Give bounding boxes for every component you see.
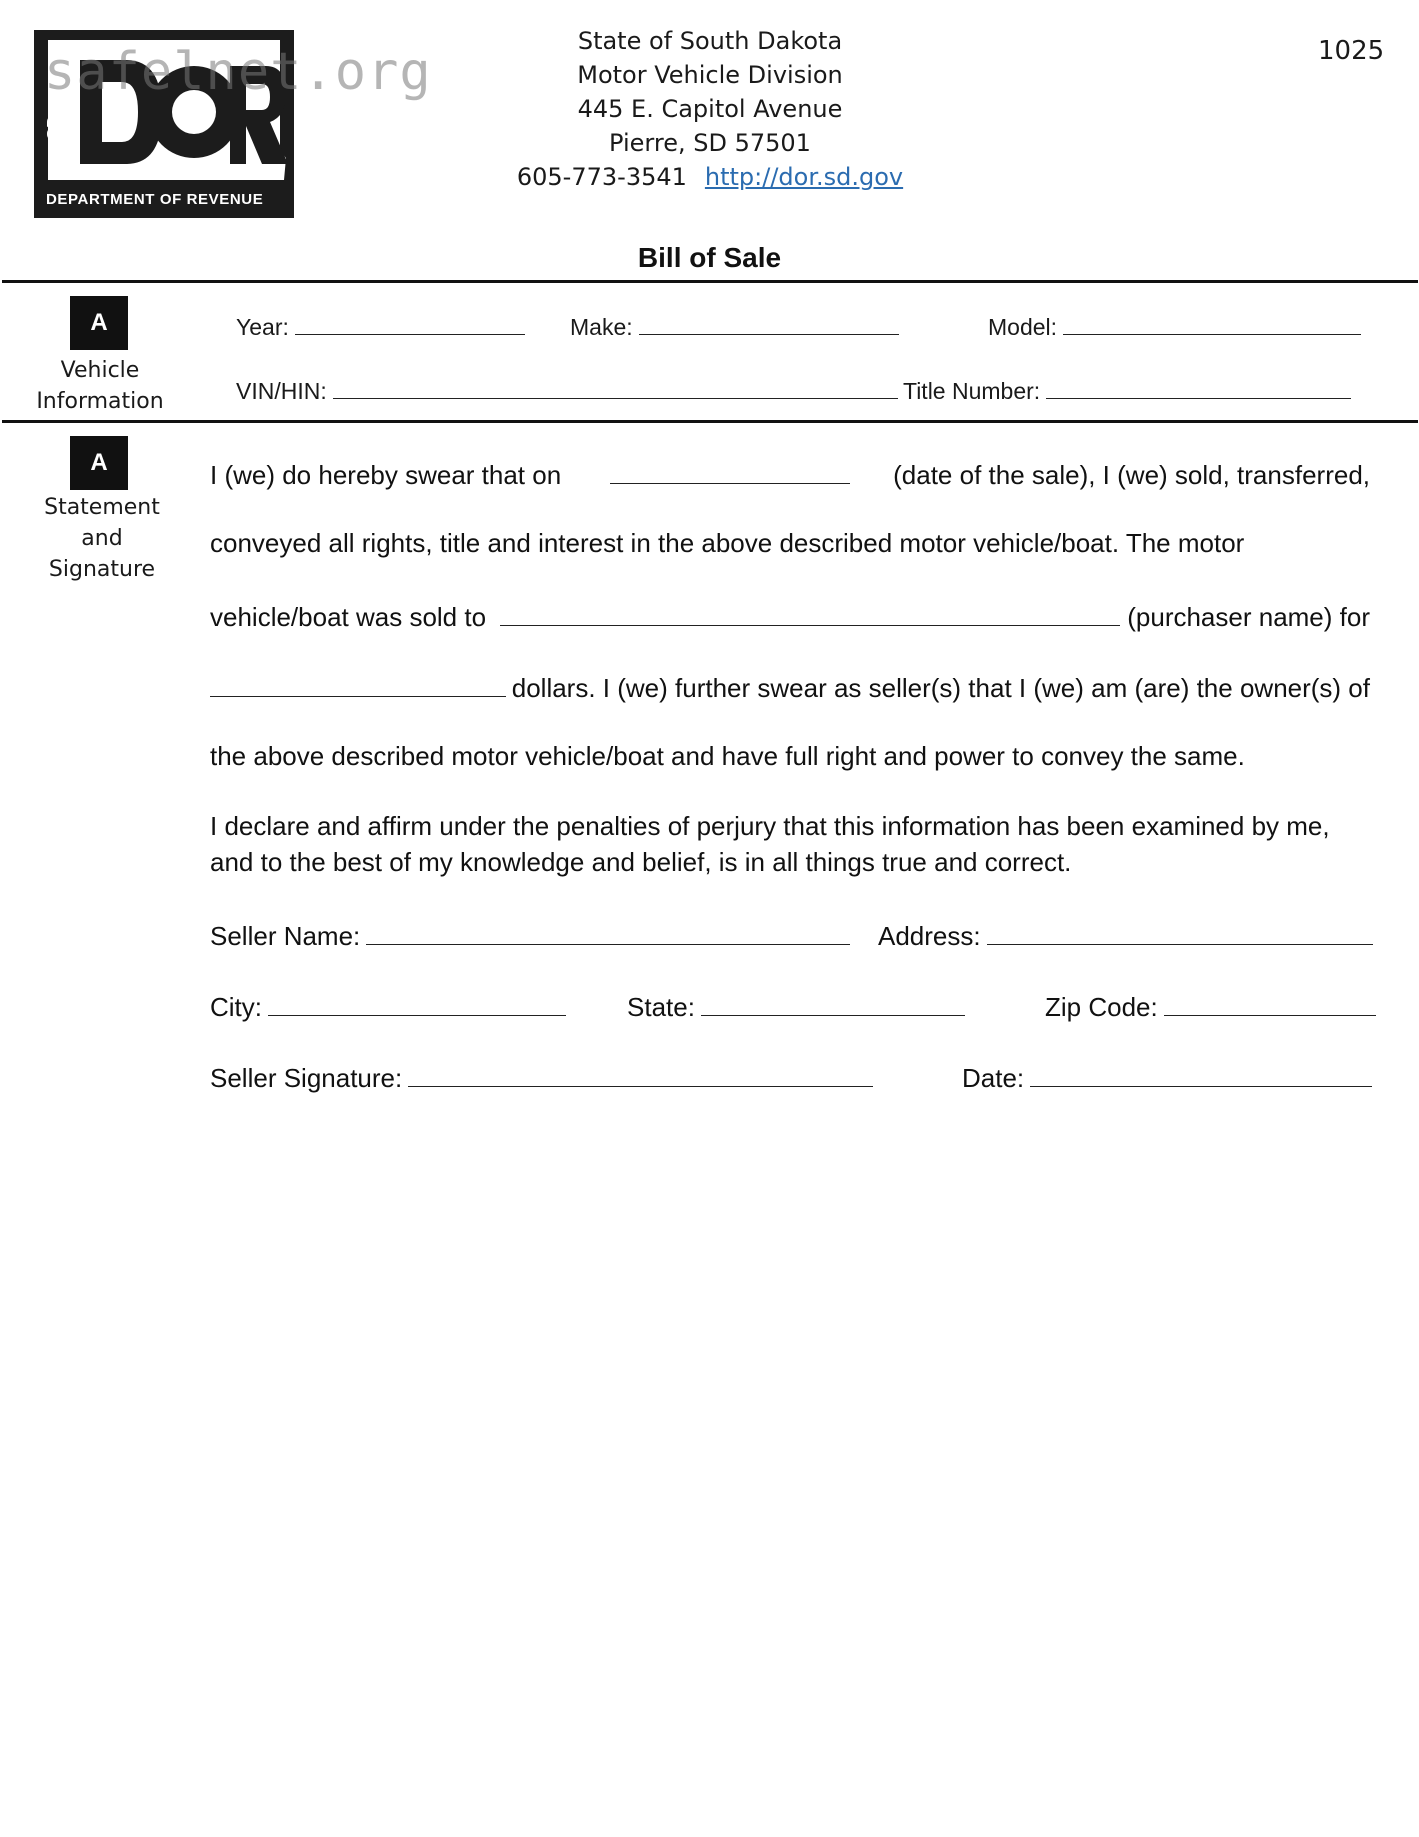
agency-address xyxy=(450,24,970,194)
year-field xyxy=(236,312,525,341)
vin-input[interactable] xyxy=(333,376,898,399)
statement-text-3b: (purchaser name) for xyxy=(1127,602,1370,632)
statement-text-2: conveyed all rights, title and interest in the above described motor vehicle/boat. The motor xyxy=(210,528,1245,558)
seller-signature-field xyxy=(210,1060,873,1094)
statement-line-1 xyxy=(210,457,1370,491)
form-number: 1025 xyxy=(1318,36,1385,66)
agency-line-city: Pierre, SD 57501 xyxy=(609,129,811,157)
year-label: Year: xyxy=(236,314,289,340)
statement-line-3 xyxy=(210,599,1370,633)
state-field xyxy=(627,989,965,1023)
agency-phone: 605-773-3541 xyxy=(516,163,687,191)
make-label: Make: xyxy=(570,314,633,340)
signature-date-label: Date: xyxy=(962,1063,1025,1093)
sale-price-input[interactable] xyxy=(210,670,506,697)
seller-name-label: Seller Name: xyxy=(210,921,361,951)
section-vehicle-badge: A xyxy=(70,296,128,350)
statement-text-4: dollars. I (we) further swear as seller(s) that I (we) am (are) the owner(s) of xyxy=(511,673,1370,703)
divider-top xyxy=(2,280,1418,283)
logo-caption: DEPARTMENT OF REVENUE xyxy=(46,191,264,208)
zip-code-field xyxy=(1045,989,1376,1023)
section-statement-name-line3: Signature xyxy=(48,557,156,582)
city-input[interactable] xyxy=(268,989,566,1016)
agency-line-state: State of South Dakota xyxy=(577,27,843,55)
seller-address-input[interactable] xyxy=(987,918,1373,945)
seller-address-label: Address: xyxy=(878,921,981,951)
signature-date-field xyxy=(962,1060,1372,1094)
statement-line-4 xyxy=(210,670,1370,704)
section-statement-name xyxy=(22,492,182,585)
logo-state-text: SD xyxy=(44,114,64,140)
agency-line-division: Motor Vehicle Division xyxy=(577,61,843,89)
model-field xyxy=(988,312,1361,341)
agency-website-link[interactable]: http://dor.sd.gov xyxy=(704,163,904,191)
zip-code-input[interactable] xyxy=(1164,989,1376,1016)
model-label: Model: xyxy=(988,314,1058,340)
state-input[interactable] xyxy=(701,989,965,1016)
seller-address-field xyxy=(878,918,1373,952)
declaration-text-2: and to the best of my knowledge and belief, is in all things true and correct. xyxy=(210,847,1072,877)
section-statement-name-line2: and xyxy=(81,526,123,551)
signature-date-input[interactable] xyxy=(1030,1060,1372,1087)
make-input[interactable] xyxy=(639,312,899,335)
title-number-label: Title Number: xyxy=(903,378,1041,404)
document-title: Bill of Sale xyxy=(637,242,782,273)
model-input[interactable] xyxy=(1063,312,1361,335)
state-label: State: xyxy=(627,992,695,1022)
declaration-text-1: I declare and affirm under the penalties of perjury that this information has been examined by me, xyxy=(210,811,1330,841)
seller-signature-input[interactable] xyxy=(408,1060,873,1087)
section-statement-name-line1: Statement xyxy=(44,495,160,520)
zip-code-label: Zip Code: xyxy=(1045,992,1158,1022)
statement-text-3a: vehicle/boat was sold to xyxy=(210,602,487,632)
purchaser-name-input[interactable] xyxy=(500,599,1120,626)
statement-text-1a: I (we) do hereby swear that on xyxy=(210,460,562,490)
watermark: safelnet.org xyxy=(44,42,432,102)
seller-name-input[interactable] xyxy=(366,918,850,945)
city-label: City: xyxy=(210,992,262,1022)
section-statement-badge: A xyxy=(70,436,128,490)
statement-text-1b: (date of the sale), I (we) sold, transferred, xyxy=(893,460,1370,490)
section-vehicle-name-line1: Vehicle xyxy=(60,358,140,383)
section-vehicle-name-line2: Information xyxy=(36,389,164,414)
seller-name-field xyxy=(210,918,850,952)
statement-text-5: the above described motor vehicle/boat and have full right and power to convey the same. xyxy=(210,741,1245,771)
seller-signature-label: Seller Signature: xyxy=(210,1063,403,1093)
section-vehicle-name xyxy=(20,355,180,417)
city-field xyxy=(210,989,566,1023)
vin-label: VIN/HIN: xyxy=(236,378,327,404)
title-number-input[interactable] xyxy=(1046,376,1351,399)
sale-date-input[interactable] xyxy=(610,457,850,484)
agency-line-street: 445 E. Capitol Avenue xyxy=(577,95,843,123)
year-input[interactable] xyxy=(295,312,525,335)
title-number-field xyxy=(903,376,1351,405)
make-field xyxy=(570,312,899,341)
divider-middle xyxy=(2,420,1418,423)
vin-field xyxy=(236,376,898,405)
